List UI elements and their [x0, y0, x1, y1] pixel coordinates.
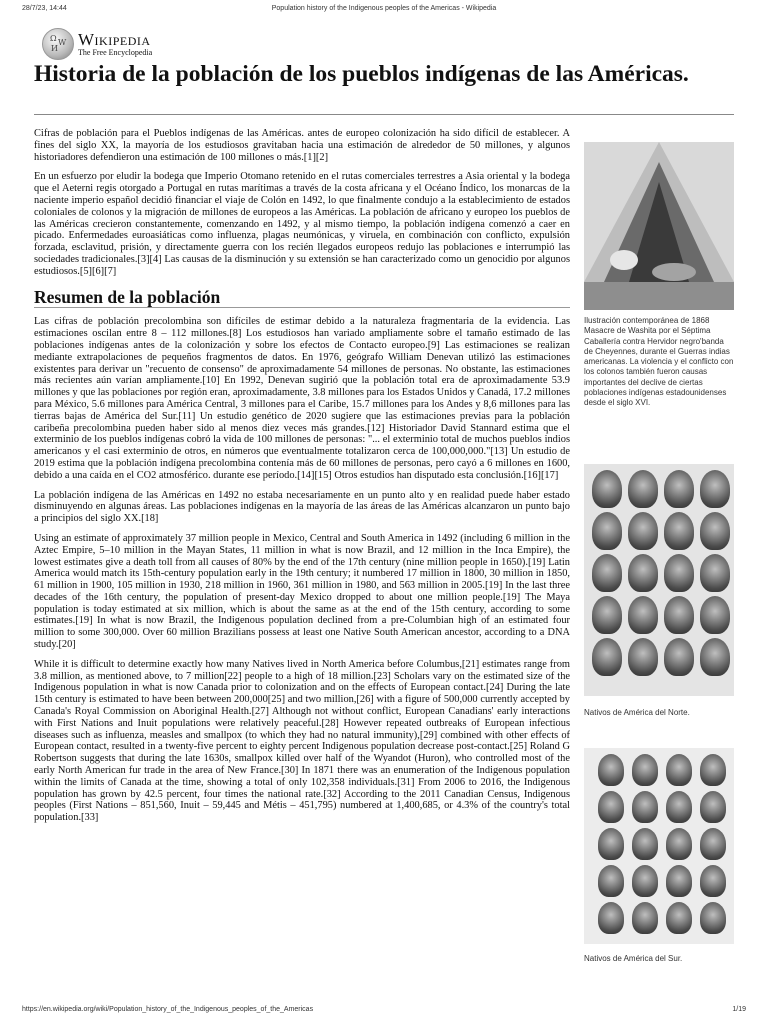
figure-washita	[584, 142, 734, 409]
south-america-portraits[interactable]	[584, 748, 734, 944]
figure-north-america	[584, 464, 734, 718]
figure-caption: Ilustración contemporánea de 1868 Masacre de Washita por el Séptima Caballería contra Hervidor negro'banda de Cheyennes, durante el Guerras indias americanas. La violencia y el conflicto con los colonos también fueron causas importantes del declive de ciertas poblaciones indígenas estadounidenses desde el siglo XVI.	[584, 316, 734, 408]
print-url[interactable]: https://en.wikipedia.org/wiki/Population_history_of_the_Indigenous_peoples_of_the_Americas	[22, 1006, 314, 1013]
print-header	[22, 5, 746, 17]
section-heading: Resumen de la población	[34, 292, 570, 309]
figure-caption: Nativos de América del Sur.	[584, 954, 683, 963]
wikipedia-tagline: The Free Encyclopedia	[78, 48, 153, 57]
print-page-title: Population history of the Indigenous peoples of the Americas - Wikipedia	[271, 5, 497, 12]
wikipedia-logo[interactable]	[42, 28, 202, 60]
washita-illustration[interactable]	[584, 142, 734, 310]
wikipedia-wordmark: Wikipedia	[78, 30, 151, 49]
title-divider	[34, 114, 734, 115]
print-datetime: 28/7/23, 14:44	[22, 5, 67, 12]
body-paragraph: Using an estimate of approximately 37 million people in Mexico, Central and South America in 1492 (including 6 million in the Aztec Empire, 5–10 million in the Mayan States, 11 million in what is now Brazil, and 12 million in the Inca Empire), the lowest estimates give a death toll from all causes of 80% by the end of the 17th century (nine million people in 1650).[19] Latin America would match its 15th-century population early in the 19th century; it numbered 17 million in 1800, 30 million in 1850, 61 million in 1900, 105 million in 1930, 218 million in 1960, 361 million in 1980, and 563 million in 2005.[19] In the last three decades of the 16th century, the population of present-day Mexico dropped to about one million people.[19] The Maya population is today estimated at six million, which is about the same as at the end of the 15th century, according to some estimates.[19] In what is now Brazil, the Indigenous population declined from a pre-Columbian high of an estimated four million to some 300,000. Over 60 million Brazilians possess at least one Native South American ancestor, according to a DNA study.[20]	[34, 532, 570, 651]
wikipedia-globe-icon: Ω W И	[42, 28, 74, 60]
page-title: Historia de la población de los pueblos indígenas de las Américas.	[34, 61, 689, 87]
print-page-number: 1/19	[732, 1006, 746, 1013]
print-footer	[22, 1006, 746, 1018]
intro-paragraph: Cifras de población para el Pueblos indígenas de las Américas. antes de europeo colonización ha sido difícil de establecer. A fines del siglo XX, la mayoría de los estudiosos gravitaban hacia una estimación de alrededor de 50 millones, y algunos historiadores defendieron una estimación de 100 millones o más.[1][2]	[34, 128, 570, 163]
article-body	[34, 128, 570, 832]
body-paragraph: La población indígena de las Américas en 1492 no estaba necesariamente en un punto alto y en realidad puede haber estado disminuyendo en algunas áreas. Las poblaciones indígenas en la mayoría de las áreas de las Américas alcanzaron un punto bajo a principios del siglo XX.[18]	[34, 489, 570, 525]
figure-south-america	[584, 748, 734, 964]
figure-caption: Nativos de América del Norte.	[584, 708, 690, 717]
body-paragraph: While it is difficult to determine exactly how many Natives lived in North America before Columbus,[21] estimates range from 3.8 million, as mentioned above, to 7 million[22] people to a high of 18 million.[23] Scholars vary on the estimated size of the Indigenous population in what is now Canada prior to colonization and on the effects of European contact.[24] During the late 15th century is estimated to have been between 200,000[25] and two million,[26] with a figure of 500,000 currently accepted by Canada's Royal Commission on Aboriginal Health.[27] Although not without conflict, European Canadians' early interactions with First Nations and Inuit populations were relatively peaceful.[28] However repeated outbreaks of European infectious diseases such as influenza, measles and smallpox (to which they had no natural immunity),[29] combined with other effects of European contact, resulted in a twenty-five percent to eighty percent Indigenous population decrease post-contact.[25] Roland G Robertson suggests that during the late 1630s, smallpox killed over half of the Wyandot (Huron), who controlled most of the early North American fur trade in the area of New France.[30] In 1871 there was an enumeration of the Indigenous population within the limits of Canada at the time, showing a total of only 102,358 individuals.[31] From 2006 to 2016, the Indigenous population has grown by 42.5 percent, four times the national rate.[32] According to the 2011 Canadian Census, Indigenous peoples (First Nations – 851,560, Inuit – 59,445 and Métis – 451,795) numbered at 1,400,685, or 4.3% of the country's total population.[33]	[34, 658, 570, 824]
intro-paragraph: En un esfuerzo por eludir la bodega que Imperio Otomano retenido en el rutas comerciales terrestres a Asia oriental y la bodega que el Aeterni regis otorgado a Portugal en rutas marítimas a través de la costa africana y el Océano Índico, los monarcas de la naciente imperio español decidió financiar el viaje de Colón en 1492, lo que finalmente condujo a la establecimiento de estados coloniales de colonos y la migración de millones de europeos a las Américas. La población de africano y europeo los pueblos de las Américas crecieron constantemente, comenzando en 1492, y al mismo tiempo, la población indígena comenzó a caer en picado. Enfermedades euroasiáticas como influenza, plagas neumónicas, y viruela, en combinación con conflicto, expulsión forzada, esclavitud, prisión, y directamente guerra con los recién llegados europeos redujo las poblaciones e interrumpió las sociedades tradicionales.[3][4] Las causas de la disminución y su extensión se han caracterizado como un genocidio por algunos estudiosos.[5][6][7]	[34, 171, 570, 277]
body-paragraph: Las cifras de población precolombina son difíciles de estimar debido a la naturaleza fragmentaria de la evidencia. Las estimaciones oscilan entre 8 – 112 millones.[8] Los estudiosos han variado ampliamente sobre el tamaño estimado de las poblaciones indígenas antes de la colonización y sobre los efectos de Contacto europeo.[9] Las estimaciones se realizan mediante extrapolaciones de pequeños fragmentos de datos. En 1976, geógrafo William Denevan utilizó las estimaciones existentes para derivar un "recuento de consenso" de aproximadamente 54 millones de personas. No obstante, las estimaciones más recientes aún varían ampliamente.[10] En 1992, Denevan sugirió que la población total era de aproximadamente 53.9 millones y que las poblaciones por región eran, aproximadamente, 3.8 millones para los Estados Unidos y Canadá, 17.2 millones para México, 5.6 millones para América Central, 3 millones para el Caribe, 15.7 millones para los Andes y 8,6 millones para las tierras bajas de América del Sur.[11] Un estudio genético de 2020 sugiere que las estimaciones previas para la población caribeña precolombina pueden haber sido al menos diez veces más grandes.[12] Historiador David Stannard estima que el exterminio de los pueblos indígenas cobró la vida de 100 millones de personas: "... el exterminio total de muchos pueblos indios americanos y el casi exterminio de otros, en números que eventualmente totalizaron cerca de 100,000,000."[13] Un estudio de 2019 estima que la población indígena precolombina contenía más de 60 millones de personas, pero cayó a 6 millones en 1600, debido a una caída en el CO2 atmosférico. durante ese período.[14][15] Otros estudios han disputado esta conclusión.[16][17]	[34, 316, 570, 481]
north-america-portraits[interactable]	[584, 464, 734, 696]
